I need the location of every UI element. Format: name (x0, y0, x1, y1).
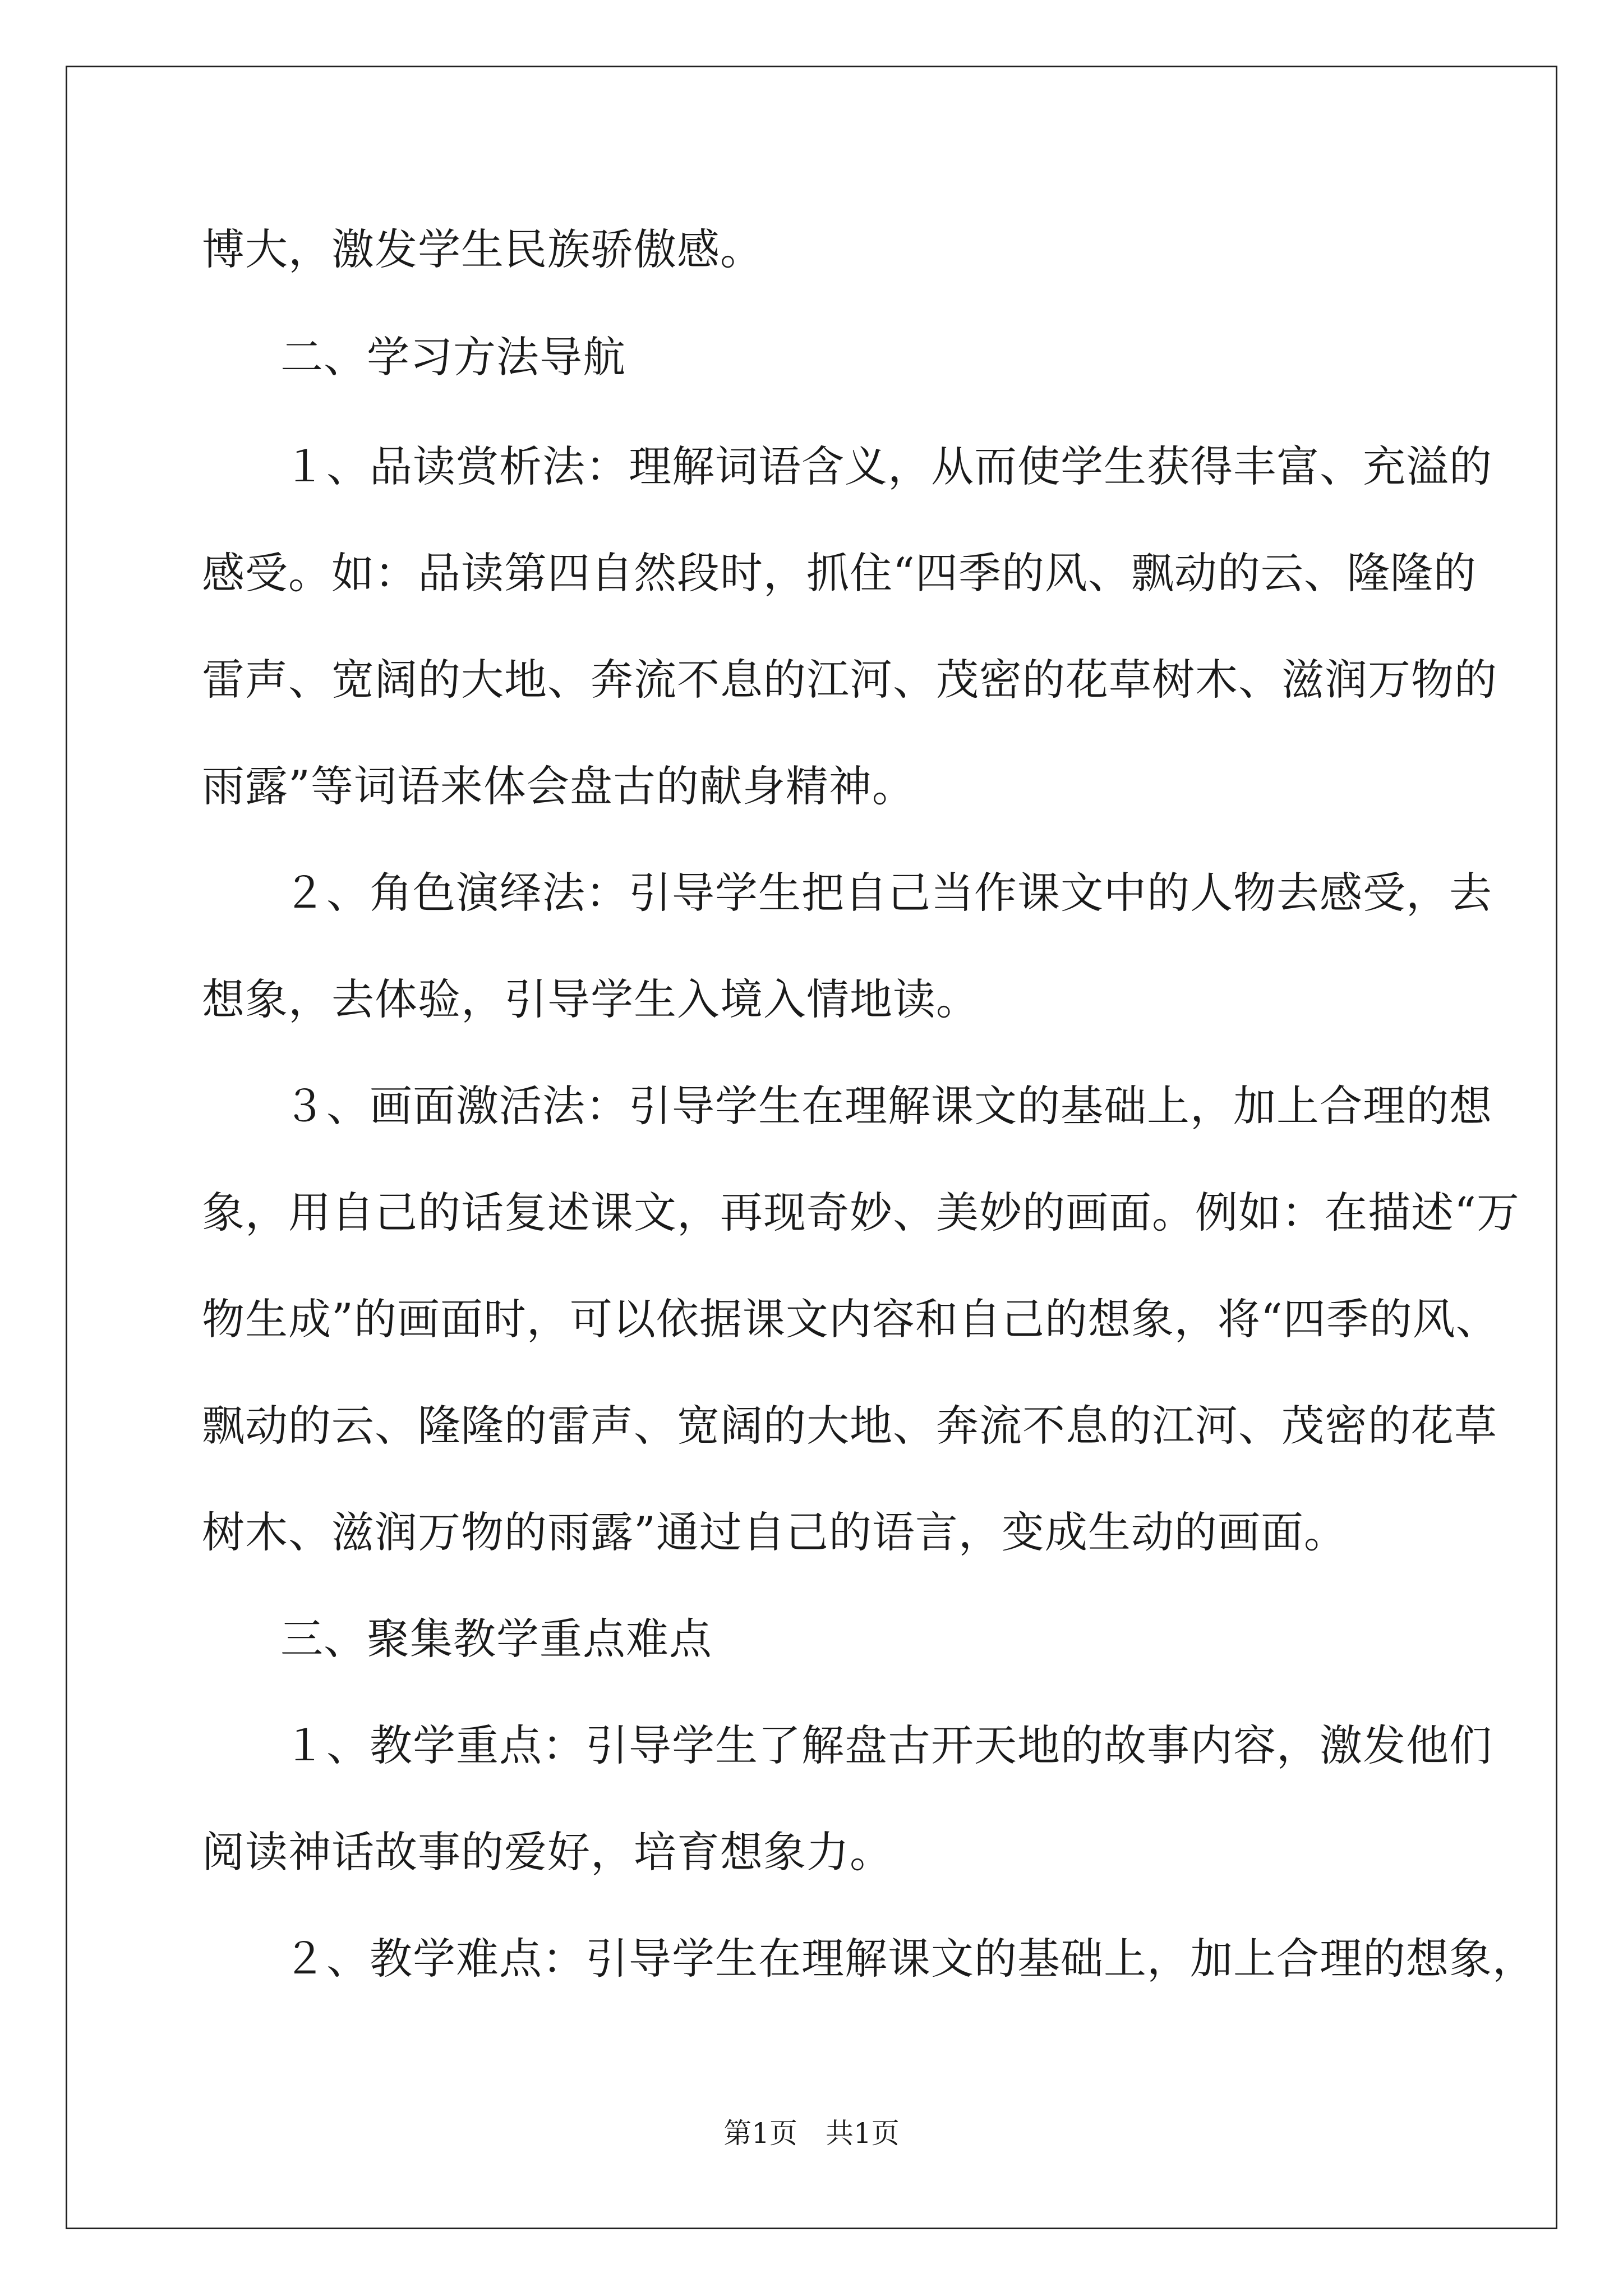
body-text-line: 博大，激发学生民族骄傲感。 (202, 224, 763, 274)
paragraph-first-line: ２、角色演绎法：引导学生把自己当作课文中的人物去感受，去 (283, 868, 1492, 918)
body-text-line: 物生成”的画面时，可以依据课文内容和自己的想象，将“四季的风、 (202, 1294, 1499, 1344)
paragraph-first-line: １、品读赏析法：理解词语含义，从而使学生获得丰富、充溢的 (283, 441, 1492, 491)
body-text-line: 雨露”等词语来体会盘古的献身精神。 (202, 761, 915, 811)
section-heading: 三、聚集教学重点难点 (280, 1614, 712, 1664)
body-text-line: 感受。如：品读第四自然段时，抓住“四季的风、飘动的云、隆隆的 (202, 548, 1477, 598)
body-text-line: 雷声、宽阔的大地、奔流不息的江河、茂密的花草树木、滋润万物的 (202, 655, 1497, 705)
paragraph-first-line: １、教学重点：引导学生了解盘古开天地的故事内容，激发他们 (283, 1720, 1492, 1770)
body-text-line: 阅读神话故事的爱好，培育想象力。 (202, 1827, 893, 1877)
section-heading: 二、学习方法导航 (280, 332, 626, 382)
body-text-line: 想象，去体验，引导学生入境入情地读。 (202, 974, 979, 1024)
paragraph-first-line: ２、教学难点：引导学生在理解课文的基础上，加上合理的想象， (283, 1934, 1536, 1984)
body-text-line: 树木、滋润万物的雨露”通过自己的语言，变成生动的画面。 (202, 1507, 1347, 1557)
body-text-line: 象，用自己的话复述课文，再现奇妙、美妙的画面。例如：在描述“万 (202, 1188, 1520, 1237)
page-number: 第1页 共1页 (723, 2117, 900, 2150)
body-text-line: 飘动的云、隆隆的雷声、宽阔的大地、奔流不息的江河、茂密的花草 (202, 1401, 1497, 1451)
paragraph-first-line: ３、画面激活法：引导学生在理解课文的基础上，加上合理的想 (283, 1081, 1492, 1131)
